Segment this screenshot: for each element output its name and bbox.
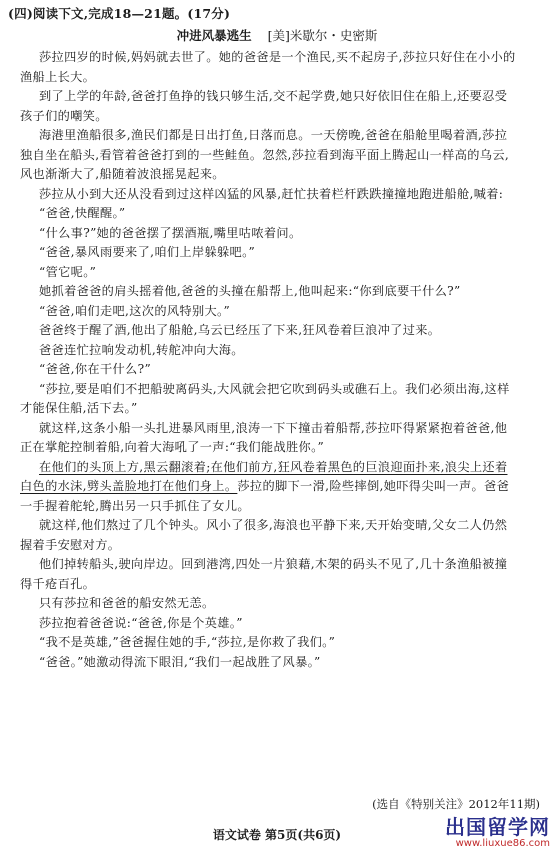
- article-line: “管它呢。”: [39, 264, 97, 279]
- article-line: 风也渐渐大了,船随着波浪摇晃起来。: [20, 167, 225, 181]
- article-line: “爸爸,暴风雨要来了,咱们上岸躲躲吧。”: [39, 245, 256, 259]
- watermark-name: 出国留学网: [445, 815, 550, 839]
- article-line: 孩子们的嘲笑。: [20, 108, 108, 123]
- article-line: “我不是英雄,”爸爸握住她的手,“莎拉,是你救了我们。”: [39, 635, 336, 649]
- article-line: 她抓着爸爸的肩头摇着他,爸爸的头撞在船帮上,他叫起来:“你到底要干什么?”: [39, 284, 461, 298]
- section-header: (四)阅读下文,完成18—21题。(17分): [8, 6, 231, 21]
- page-footer: 语文试卷 第5页(共6页): [212, 828, 342, 842]
- article-line: 握着手安慰对方。: [20, 537, 121, 552]
- article-source: (选自《特别关注》2012年11期): [372, 797, 540, 811]
- article-line: 莎拉四岁的时候,妈妈就去世了。她的爸爸是一个渔民,买不起房子,莎拉只好住在小小的: [39, 50, 516, 64]
- article-line: 正在掌舵控制着船,向着大海吼了一声:“我们能战胜你。”: [20, 440, 325, 454]
- article-line: 只有莎拉和爸爸的船安然无恙。: [39, 596, 215, 610]
- article-body: [20, 48, 540, 672]
- article-line: 在他们的头顶上方,黑云翻滚着;在他们前方,狂风卷着黑色的巨浪迎面扑来,浪尖上还着: [39, 459, 508, 474]
- article-line: 一手握着舵轮,腾出另一只手抓住了女儿。: [20, 498, 250, 513]
- article-line: 独自坐在船头,看管着爸爸打到的一些鲑鱼。忽然,莎拉看到海平面上腾起山一样高的乌云,: [20, 147, 510, 162]
- watermark-url: www.liuxue86.com: [455, 838, 550, 849]
- article-line: 海港里渔船很多,渔民们都是日出打鱼,日落而息。一天傍晚,爸爸在船舱里喝着酒,莎拉: [39, 128, 508, 142]
- article-line: 得千疮百孔。: [20, 576, 96, 591]
- article-line: 白色的水沫,劈头盖脸地打在他们身上。莎拉的脚下一滑,险些摔倒,她吓得尖叫一声。爸爸: [20, 479, 510, 493]
- article-line: 才能保住船,活下去。”: [20, 401, 138, 415]
- article-line: 渔船上长大。: [20, 69, 96, 84]
- article-line: 就这样,他们熬过了几个钟头。风小了很多,海浪也平静下来,天开始变晴,父女二人仍然: [39, 518, 508, 532]
- article-line: “爸爸,咱们走吧,这次的风特别大。”: [39, 303, 231, 318]
- watermark-logo: [445, 816, 550, 850]
- article-line: “爸爸。”她激动得流下眼泪,“我们一起战胜了风暴。”: [39, 654, 321, 669]
- article-line: “什么事?”她的爸爸摆了摆酒瓶,嘴里咕哝着问。: [39, 225, 302, 240]
- article-line: 爸爸连忙拉响发动机,转舵冲向大海。: [39, 342, 244, 357]
- article-line: 莎拉从小到大还从没看到过这样凶猛的风暴,赶忙扶着栏杆跌跌撞撞地跑进船舱,喊着:: [39, 186, 504, 201]
- article-line: “爸爸,你在干什么?”: [39, 362, 152, 376]
- article-line: 莎拉抱着爸爸说:“爸爸,你是个英雄。”: [39, 615, 243, 630]
- article-line: 就这样,这条小船一头扎进暴风雨里,浪涛一下下撞击着船帮,莎拉吓得紧紧抱着爸爸,他: [39, 420, 508, 435]
- article-title: 冲进风暴逃生: [176, 28, 252, 43]
- article-author: [美]米歇尔・史密斯: [267, 28, 378, 43]
- article-line: 到了上学的年龄,爸爸打鱼挣的钱只够生活,交不起学费,她只好依旧住在船上,还要忍受: [39, 89, 508, 103]
- article-line: “莎拉,要是咱们不把船驶离码头,大风就会把它吹到码头或礁石上。我们必须出海,这样: [39, 381, 510, 396]
- article-line: “爸爸,快醒醒。”: [39, 206, 126, 220]
- article-line: 他们掉转船头,驶向岸边。回到港湾,四处一片狼藉,木架的码头不见了,几十条渔船被撞: [39, 557, 508, 571]
- article-title-row: [0, 26, 554, 44]
- article-line: 爸爸终于醒了酒,他出了船舱,乌云已经压了下来,狂风卷着巨浪冲了过来。: [39, 323, 441, 337]
